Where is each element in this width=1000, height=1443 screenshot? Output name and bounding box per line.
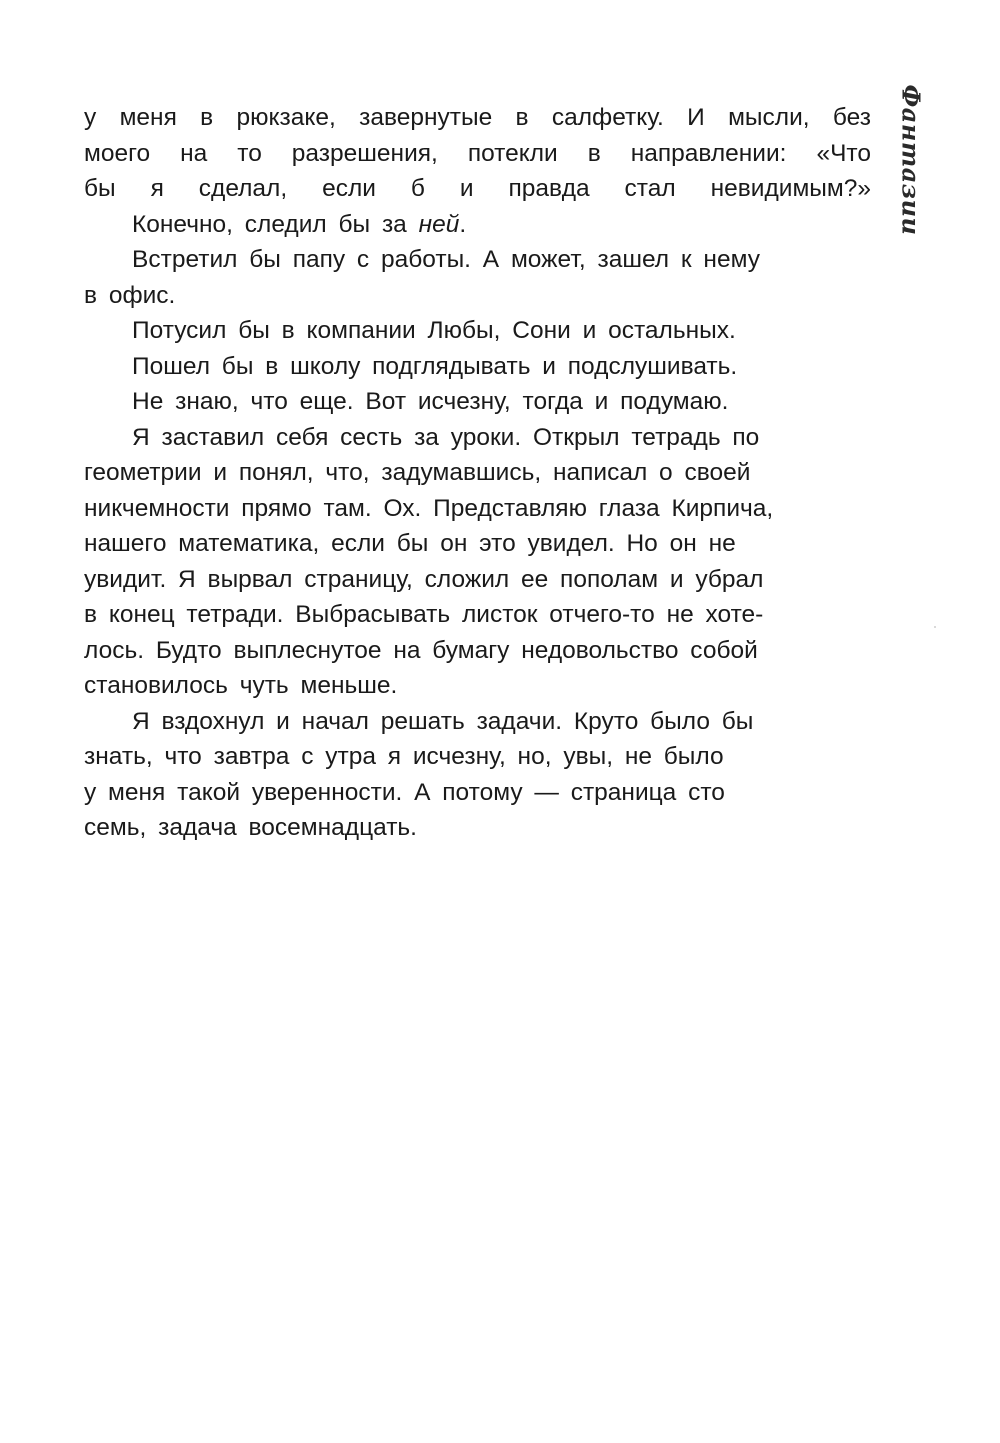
paragraph bbox=[84, 242, 871, 313]
text-line: Я заставил себя сесть за уроки. Открыл тетрадь по bbox=[132, 423, 760, 451]
page-text bbox=[84, 100, 871, 846]
text-segment: . bbox=[459, 210, 467, 238]
text-line: увидит. Я вырвал страницу, сложил ее пополам и убрал bbox=[84, 565, 764, 593]
text-line: семь, задача восемнадцать. bbox=[84, 814, 417, 841]
text-line: геометрии и понял, что, задумавшись, написал о своей bbox=[84, 459, 751, 486]
text-line: знать, что завтра с утра я исчезну, но, увы, не было bbox=[84, 743, 724, 770]
text-line: Пошел бы в школу подглядывать и подслушивать. bbox=[132, 352, 738, 380]
text-emphasis: ней bbox=[418, 210, 460, 238]
section-label-text: Фантазии bbox=[896, 84, 926, 236]
text-line: у меня такой уверенности. А потому — страница сто bbox=[84, 778, 725, 806]
text-line: никчемности прямо там. Ох. Представляю глаза Кирпича, bbox=[84, 494, 774, 522]
section-label bbox=[888, 84, 934, 236]
text-line: Я вздохнул и начал решать задачи. Круто было бы bbox=[132, 707, 754, 735]
paragraph bbox=[84, 349, 871, 385]
text-segment: Конечно, следил бы за bbox=[132, 210, 419, 238]
text-line: в офис. bbox=[84, 281, 176, 309]
text-line: бы я сделал, если б и правда стал невидимым?» bbox=[84, 175, 871, 202]
paragraph bbox=[84, 313, 871, 349]
text-line: Не знаю, что еще. Вот исчезну, тогда и подумаю. bbox=[132, 388, 729, 415]
text-line: моего на то разрешения, потекли в направлении: «Что bbox=[84, 139, 871, 167]
paragraph bbox=[84, 207, 871, 243]
paragraph bbox=[84, 384, 871, 420]
text-line: у меня в рюкзаке, завернутые в салфетку. И мысли, без bbox=[84, 104, 871, 131]
paragraph bbox=[84, 100, 871, 207]
edge-mark bbox=[934, 626, 936, 628]
text-line: Встретил бы папу с работы. А может, зашел к нему bbox=[132, 246, 760, 273]
text-line: лось. Будто выплеснутое на бумагу недовольство собой bbox=[84, 636, 758, 664]
text-line: Потусил бы в компании Любы, Сони и остальных. bbox=[132, 317, 736, 344]
text-line: становилось чуть меньше. bbox=[84, 672, 398, 699]
text-line: в конец тетради. Выбрасывать листок отчего-то не хоте- bbox=[84, 601, 764, 628]
paragraph bbox=[84, 704, 871, 846]
paragraph bbox=[84, 420, 871, 704]
text-line: нашего математика, если бы он это увидел. Но он не bbox=[84, 530, 736, 557]
